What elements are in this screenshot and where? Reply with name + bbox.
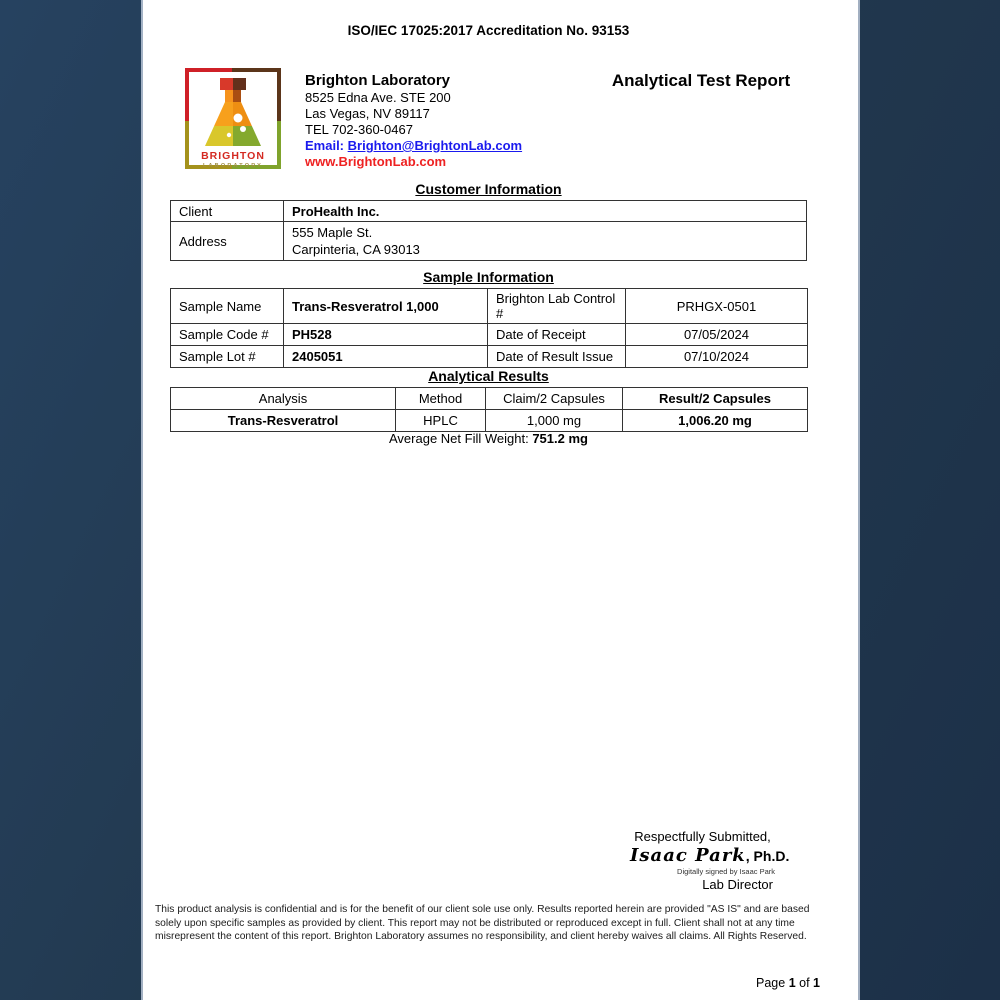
table-row bbox=[171, 222, 807, 261]
lab-name: Brighton Laboratory bbox=[305, 72, 450, 89]
page-current: 1 bbox=[788, 976, 796, 990]
brighton-lab-logo bbox=[183, 66, 283, 176]
table-header-row bbox=[171, 388, 808, 410]
signature-block bbox=[630, 829, 790, 892]
report-title: Analytical Test Report bbox=[611, 71, 791, 90]
table-row bbox=[171, 410, 808, 432]
lab-control-value: PRHGX-0501 bbox=[626, 289, 808, 324]
digital-signature-note: Digitally signed by Isaac Park bbox=[677, 867, 775, 876]
average-fill-weight-line bbox=[170, 431, 807, 446]
method-header: Method bbox=[396, 388, 486, 410]
claim-header: Claim/2 Capsules bbox=[486, 388, 623, 410]
signature-credential: , Ph.D. bbox=[745, 848, 790, 864]
accreditation-header: ISO/IEC 17025:2017 Accreditation No. 93153 bbox=[347, 23, 630, 38]
sample-code-value: PH528 bbox=[284, 324, 488, 346]
lab-phone: TEL 702-360-0467 bbox=[305, 122, 413, 137]
date-receipt-label: Date of Receipt bbox=[488, 324, 626, 346]
result-value: 1,006.20 mg bbox=[623, 410, 808, 432]
date-issue-value: 07/10/2024 bbox=[626, 346, 808, 368]
sample-lot-value: 2405051 bbox=[284, 346, 488, 368]
lab-control-label: Brighton Lab Control # bbox=[488, 289, 626, 324]
page-number bbox=[756, 976, 820, 990]
lab-address-line2: Las Vegas, NV 89117 bbox=[305, 106, 430, 121]
lab-email-line bbox=[305, 138, 522, 154]
table-row bbox=[171, 346, 808, 368]
customer-information-table bbox=[170, 200, 807, 261]
address-label: Address bbox=[171, 222, 284, 261]
lab-info-block bbox=[305, 71, 522, 170]
analysis-value: Trans-Resveratrol bbox=[171, 410, 396, 432]
email-label: Email: bbox=[305, 138, 345, 153]
analytical-results-table bbox=[170, 387, 808, 432]
disclaimer-text: This product analysis is confidential and is for the benefit of our client sole use only. Results reported herein are provided "AS IS" and are based solely upon specific samples as provided by client. This report may not be distributed or reproduced except in full. Client shall not at any time misrepresent the content of this report. Brighton Laboratory assumes no responsibility, and client hereby waives all claims. All Rights Reserved. bbox=[155, 904, 810, 943]
sample-information-heading: Sample Information bbox=[423, 269, 554, 285]
client-value: ProHealth Inc. bbox=[284, 201, 807, 222]
sample-name-label: Sample Name bbox=[171, 289, 284, 324]
date-receipt-value: 07/05/2024 bbox=[626, 324, 808, 346]
address-value: 555 Maple St. Carpinteria, CA 93013 bbox=[284, 222, 807, 261]
analytical-results-heading: Analytical Results bbox=[428, 368, 549, 384]
customer-information-heading: Customer Information bbox=[415, 181, 562, 197]
analysis-header: Analysis bbox=[171, 388, 396, 410]
website-link[interactable]: www.BrightonLab.com bbox=[305, 154, 447, 169]
submitted-line: Respectfully Submitted, bbox=[634, 829, 771, 844]
report-page bbox=[143, 0, 858, 1000]
method-value: HPLC bbox=[396, 410, 486, 432]
lab-director-title: Lab Director bbox=[702, 877, 773, 892]
table-row bbox=[171, 289, 808, 324]
result-header: Result/2 Capsules bbox=[623, 388, 808, 410]
sample-name-value: Trans-Resveratrol 1,000 bbox=[284, 289, 488, 324]
signature-script: Isaac Park bbox=[630, 845, 746, 866]
date-issue-label: Date of Result Issue bbox=[488, 346, 626, 368]
logo-sub-text: LABORATORY bbox=[202, 163, 264, 169]
logo-brand-text: BRIGHTON bbox=[201, 150, 265, 162]
avg-fill-label: Average Net Fill Weight: bbox=[389, 431, 529, 446]
page-label: Page bbox=[756, 976, 786, 990]
email-link[interactable]: Brighton@BrightonLab.com bbox=[347, 138, 523, 153]
avg-fill-value: 751.2 mg bbox=[532, 431, 588, 446]
sample-code-label: Sample Code # bbox=[171, 324, 284, 346]
page-total: 1 bbox=[813, 976, 820, 990]
client-label: Client bbox=[171, 201, 284, 222]
table-row bbox=[171, 324, 808, 346]
signature-name bbox=[630, 845, 790, 866]
lab-address-line1: 8525 Edna Ave. STE 200 bbox=[305, 90, 451, 105]
sample-lot-label: Sample Lot # bbox=[171, 346, 284, 368]
table-row bbox=[171, 201, 807, 222]
page-of-label: of bbox=[799, 976, 810, 990]
claim-value: 1,000 mg bbox=[486, 410, 623, 432]
sample-information-table bbox=[170, 288, 808, 368]
